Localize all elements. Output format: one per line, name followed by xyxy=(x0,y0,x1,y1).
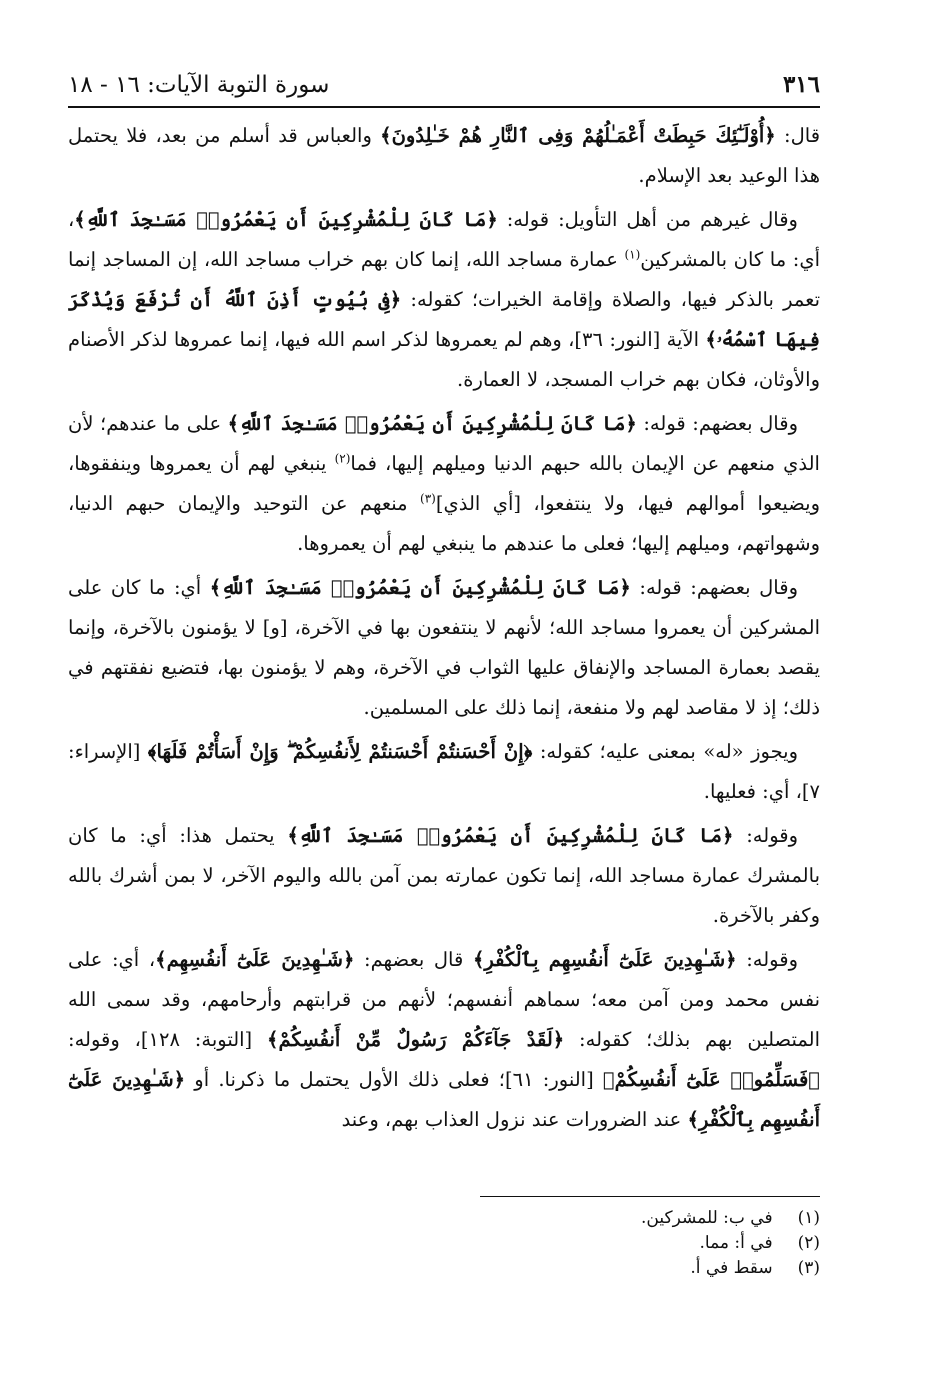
text-run: [التوبة: ١٢٨]، وقوله: xyxy=(68,1028,268,1051)
quran-quote: ﴿إِنْ أَحْسَنتُمْ أَحْسَنتُمْ لِأَنفُسِكُمْ ۖ وَإِنْ أَسَأْتُمْ فَلَهَا﴾ xyxy=(147,740,533,763)
text-run: ، أي: ما كان بالمشركين xyxy=(68,208,820,271)
text-run: أي: ما كان على المشركين أن يعمروا مساجد الله؛ لأنهم لا ينتفعون بها في الآخرة، [و] لا يؤمنون بالآخرة، وإنما يقصد بعمارة المساجد والإنفاق عليها الثواب في الآخرة، وهم لا يؤمنون بها، فتضيع نفقتهم في ذلك؛ إذ لا مقاصد لهم ولا منفعة، إنما ذلك على المسلمين. xyxy=(68,576,820,719)
quran-quote: ﴿شَـٰهِدِينَ عَلَىٰٓ أَنفُسِهِم﴾ xyxy=(155,948,355,971)
footnote-number: (٢) xyxy=(797,1233,820,1253)
text-run: وقال بعضهم: قوله: xyxy=(636,412,798,435)
quran-quote: ﴿فَسَلِّمُوا۟ عَلَىٰٓ أَنفُسِكُمْ﴾ xyxy=(602,1068,820,1091)
page-header xyxy=(68,58,820,98)
footnote-text: في ب: للمشركين. xyxy=(641,1208,773,1228)
footnote-text: في أ: مما. xyxy=(699,1233,773,1253)
text-run: وقال غيرهم من أهل التأويل: قوله: xyxy=(497,208,798,231)
text-run: الآية [النور: ٣٦]، وهم لم يعمروها لذكر اسم الله فيها، إنما عمروها لذكر الأصنام والأوثان، فكان بهم خراب المسجد، لا العمارة. xyxy=(68,328,820,391)
text-run: قال: xyxy=(775,124,821,147)
text-run: ، أي: على نفس محمد ومن آمن معه؛ سماهم أنفسهم؛ لأنهم من قرابتهم وأرحامهم، وقد سمى الله المتصلين بهم بذلك؛ كقوله: xyxy=(68,948,820,1051)
footnote-divider xyxy=(480,1196,820,1197)
paragraph xyxy=(68,816,820,936)
quran-quote: ﴿مَا كَانَ لِلْمُشْرِكِينَ أَن يَعْمُرُوا۟ مَسَـٰجِدَ ٱللَّهِ﴾ xyxy=(209,576,631,599)
footnote-2 xyxy=(68,1231,820,1256)
paragraph xyxy=(68,116,820,196)
quran-quote: ﴿فِى بُيُوتٍ أَذِنَ ٱللَّهُ أَن تُرْفَعَ وَيُذْكَرَ فِيهَا ٱسْمُهُۥ﴾ xyxy=(68,288,821,351)
footnote-ref: (٣) xyxy=(420,491,436,506)
text-run: ينبغي لهم أن يعمروها وينفقوها، ويضيعوا أموالهم فيها، ولا ينتفعوا، [أي الذي] xyxy=(68,452,820,515)
paragraph xyxy=(68,940,820,1140)
text-run: ويجوز «له» بمعنى عليه؛ كقوله: xyxy=(532,740,799,763)
footnotes xyxy=(68,1206,820,1281)
text-run: [الإسراء: ٧]، أي: فعليها. xyxy=(68,740,820,803)
page-number: ٣١٦ xyxy=(782,71,820,98)
text-run: على ما عندهم؛ لأن الذي منعهم عن الإيمان بالله حبهم الدنيا وميلهم إليها، فما xyxy=(68,412,820,475)
header-divider xyxy=(68,106,820,108)
text-run: يحتمل هذا: أي: ما كان بالمشرك عمارة مساجد الله، إنما تكون عمارته بمن آمن بالله واليوم الآخر، لا بمن أشرك بالله وكفر بالآخرة. xyxy=(68,824,820,927)
footnote-1 xyxy=(68,1206,820,1231)
paragraph xyxy=(68,732,820,812)
text-run: وقال بعضهم: قوله: xyxy=(630,576,798,599)
main-text xyxy=(68,116,820,1144)
text-run: والعباس قد أسلم من بعد، فلا يحتمل هذا الوعيد بعد الإسلام. xyxy=(68,124,820,187)
paragraph xyxy=(68,404,820,564)
quran-quote: ﴿أُوْلَـٰٓئِكَ حَبِطَتْ أَعْمَـٰلُهُمْ وَفِى ٱلنَّارِ هُمْ خَـٰلِدُونَ﴾ xyxy=(380,124,776,147)
paragraph xyxy=(68,200,820,400)
quran-quote: ﴿شَـٰهِدِينَ عَلَىٰٓ أَنفُسِهِم بِٱلْكُفْرِ﴾ xyxy=(68,1068,820,1131)
text-run: [النور: ٦١]؛ فعلى ذلك الأول يحتمل ما ذكرنا. أو xyxy=(185,1068,603,1091)
quran-quote: ﴿مَا كَانَ لِلْمُشْرِكِينَ أَن يَعْمُرُوا۟ مَسَـٰجِدَ ٱللَّهِ﴾ xyxy=(227,412,637,435)
quran-quote: ﴿مَا كَانَ لِلْمُشْرِكِينَ أَن يَعْمُرُوا۟ مَسَـٰجِدَ ٱللَّهِ﴾ xyxy=(287,824,734,847)
footnote-ref: (٢) xyxy=(334,451,351,466)
footnote-text: سقط في أ. xyxy=(690,1258,773,1278)
quran-quote: ﴿مَا كَانَ لِلْمُشْرِكِينَ أَن يَعْمُرُوا۟ مَسَـٰجِدَ ٱللَّهِ﴾ xyxy=(74,208,498,231)
text-run: وقوله: xyxy=(733,824,798,847)
footnote-number: (٣) xyxy=(797,1258,820,1278)
quran-quote: ﴿لَقَدْ جَآءَكُمْ رَسُولٌ مِّنْ أَنفُسِكُمْ﴾ xyxy=(267,1028,565,1051)
footnote-ref: (١) xyxy=(624,247,641,262)
paragraph xyxy=(68,568,820,728)
quran-quote: ﴿شَـٰهِدِينَ عَلَىٰٓ أَنفُسِهِم بِٱلْكُفْرِ﴾ xyxy=(472,948,737,971)
footnote-number: (١) xyxy=(797,1208,820,1228)
text-run: عند الضرورات عند نزول العذاب بهم، وعند xyxy=(341,1108,688,1131)
text-run: وقوله: xyxy=(736,948,798,971)
text-run: عمارة مساجد الله، إنما كان بهم خراب مساجد الله، إن المساجد إنما تعمر بالذكر فيها، والصلاة وإقامة الخيرات؛ كقوله: xyxy=(68,248,821,311)
running-title: سورة التوبة الآيات: ١٦ - ١٨ xyxy=(68,72,330,98)
text-run: منعهم عن التوحيد والإيمان حبهم الدنيا، وشهواتهم، وميلهم إليها؛ فعلى ما عندهم ما ينبغي لهم أن يعمروها. xyxy=(68,492,820,555)
footnote-3 xyxy=(68,1256,820,1281)
text-run: قال بعضهم: xyxy=(354,948,473,971)
